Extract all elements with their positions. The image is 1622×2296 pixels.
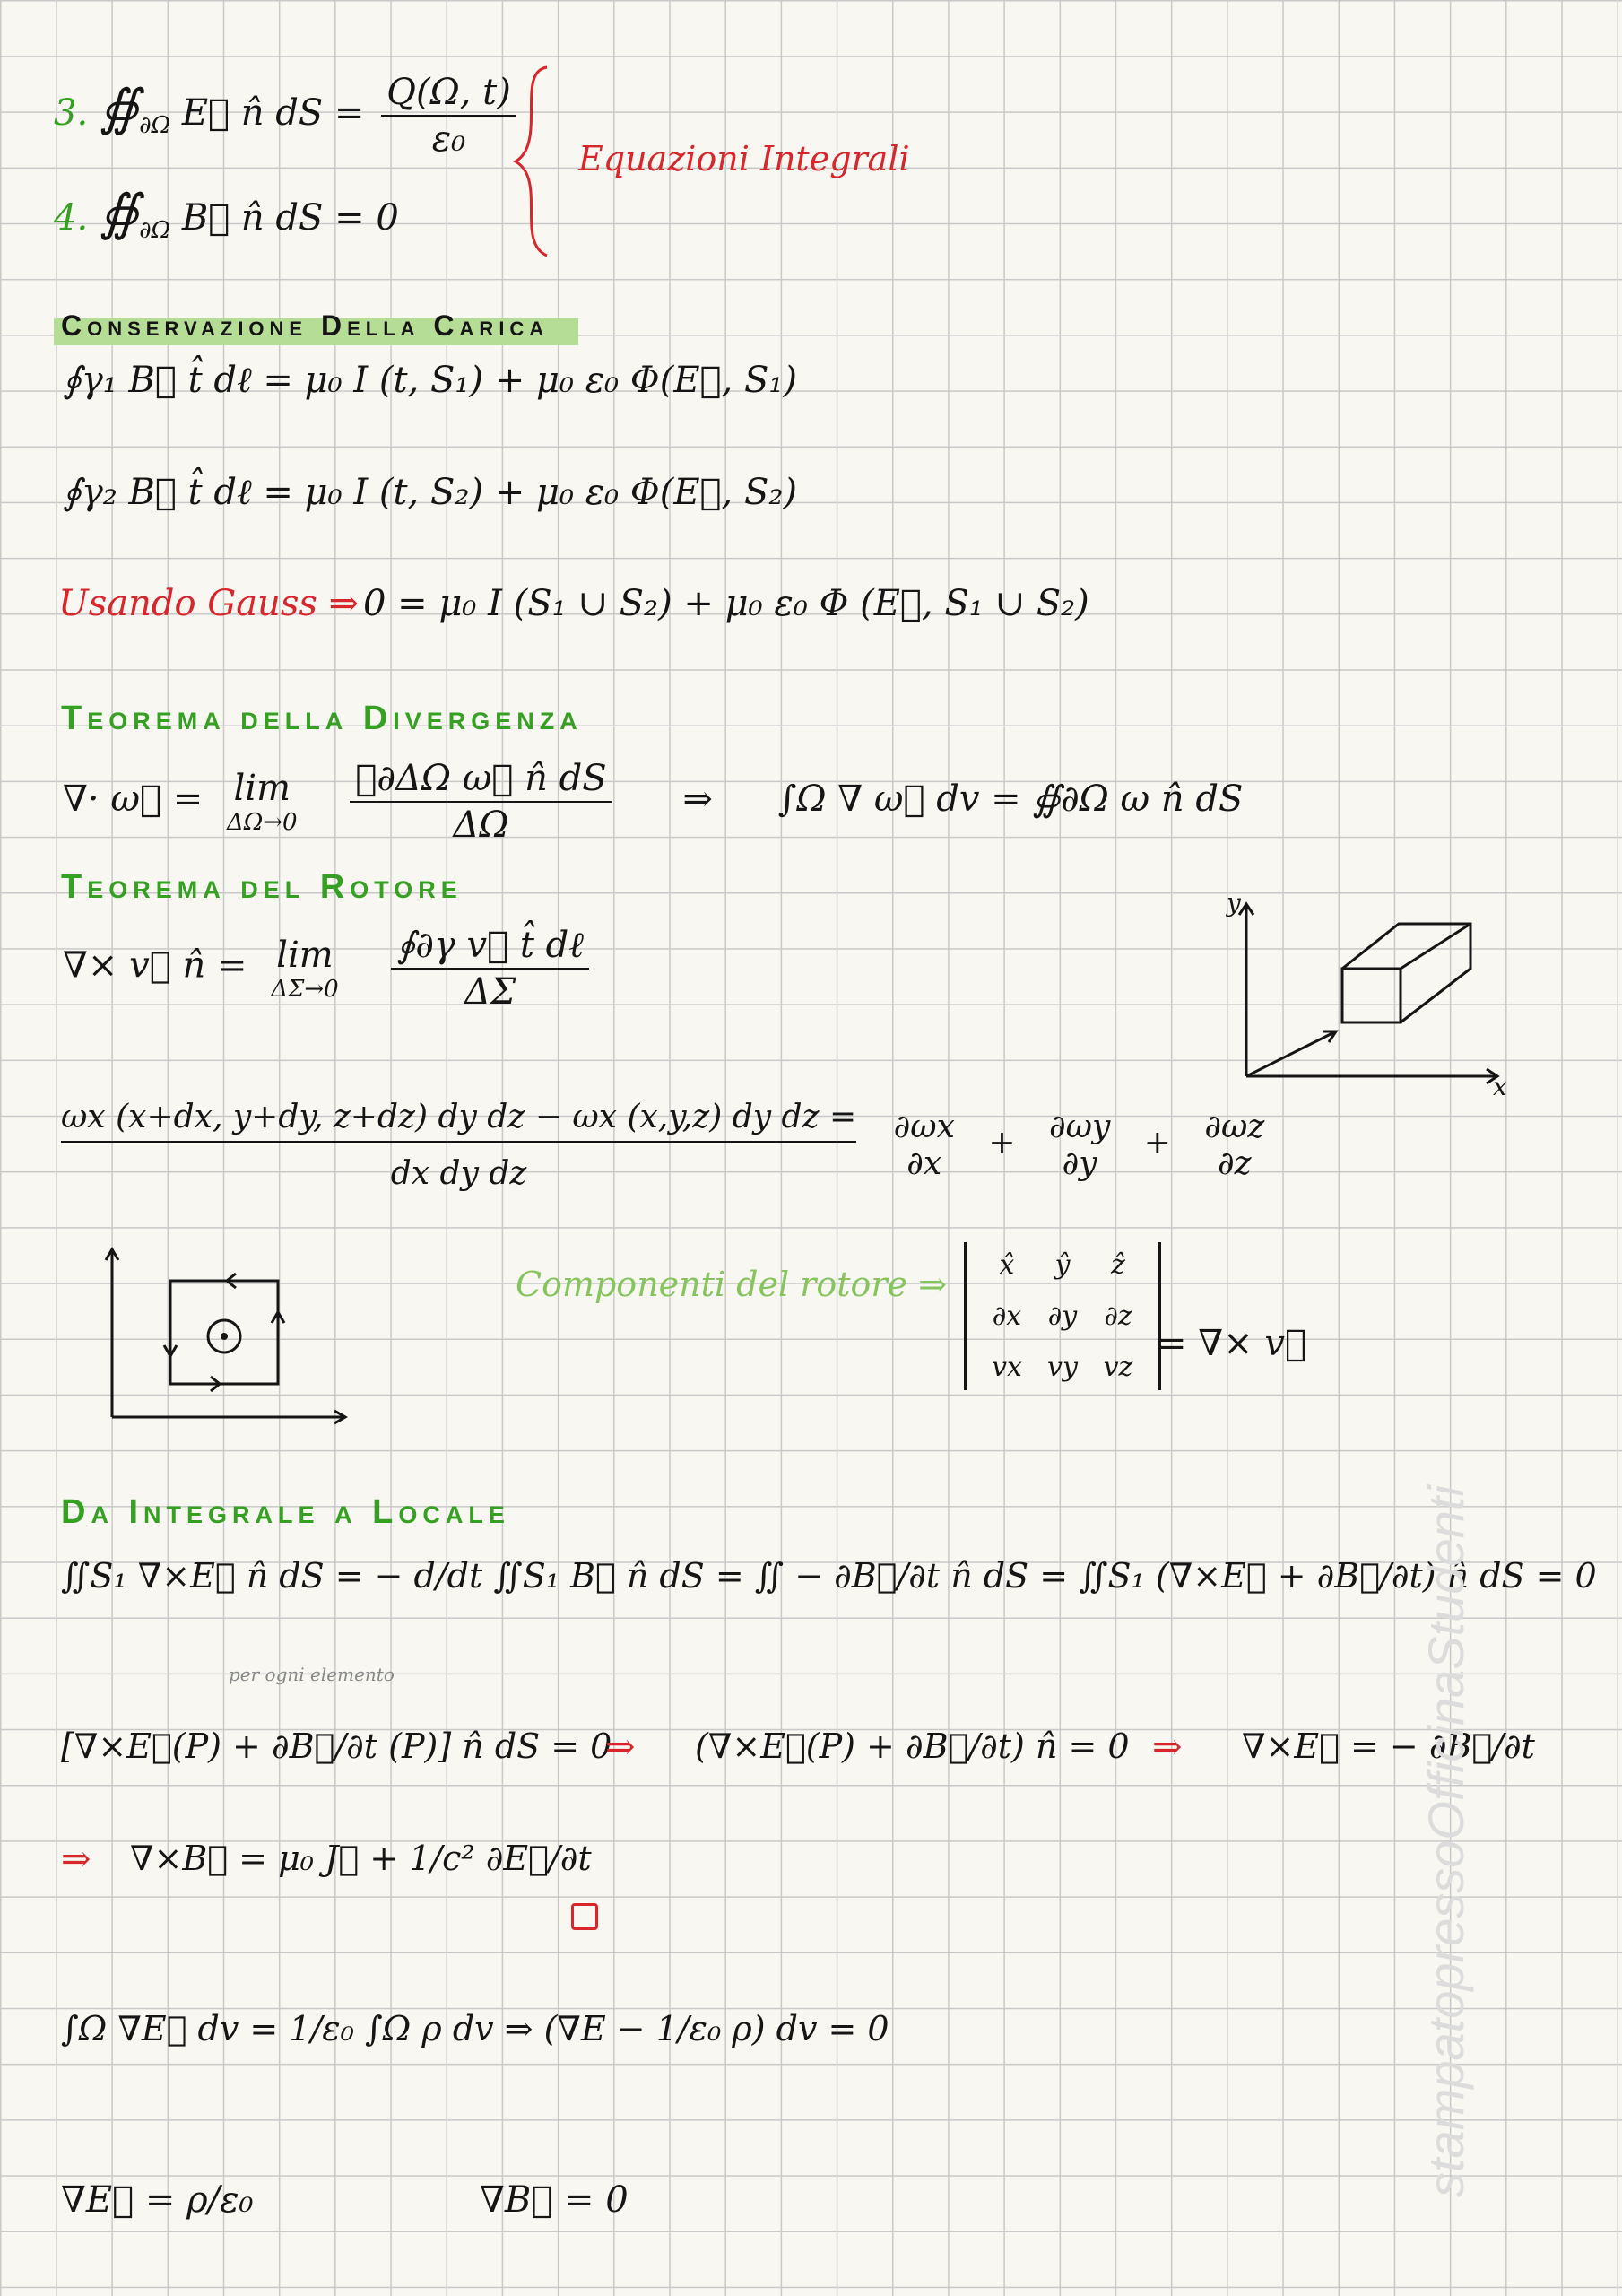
flux-t1-num: ∂ωx <box>893 1109 955 1145</box>
magnetic-gauss-local: ∇B⃗ = 0 <box>480 2179 629 2221</box>
flux-t3-num: ∂ωz <box>1204 1109 1265 1145</box>
divergence-arrow: ⇒ <box>682 778 713 820</box>
det-z-hat: ẑ <box>1111 1249 1125 1281</box>
eq3 <box>54 72 522 160</box>
eq4-surface-integral: ∯ <box>99 184 140 242</box>
conservation-line2: ∮γ₂ B⃗ t̂ dℓ = μ₀ I (t, S₂) + μ₀ ε₀ Φ(E⃗, S₂) <box>63 472 798 513</box>
conservation-title: Conservazione Della Carica <box>61 309 550 342</box>
flux-t3-den: ∂z <box>1218 1145 1252 1182</box>
det-vx: vx <box>992 1352 1022 1383</box>
eq4-number: 4. <box>54 197 89 239</box>
eq4-domain: ∂Ω <box>139 217 171 244</box>
rotor-lim-sub: ΔΣ→0 <box>271 975 339 1003</box>
rotor-frac-num: ∮∂γ v⃗ t̂ dℓ <box>391 924 589 970</box>
det-vy: vy <box>1047 1352 1078 1383</box>
eq3-surface-integral: ∯ <box>99 79 140 137</box>
det-vz: vz <box>1103 1352 1133 1383</box>
gauss-label: Usando Gauss ⇒ <box>58 583 360 624</box>
curl-rhs: = ∇× v⃗ <box>1157 1323 1306 1364</box>
divergence-theorem: ∫Ω ∇ ω⃗ dv = ∯∂Ω ω n̂ dS <box>777 778 1244 820</box>
det-dz: ∂z <box>1104 1300 1132 1332</box>
divergence-lim: lim <box>233 768 291 809</box>
divergence-lim-sub: ΔΩ→0 <box>226 809 298 836</box>
eq3-domain: ∂Ω <box>139 112 171 139</box>
divergence-frac-num: ∯∂ΔΩ ω⃗ n̂ dS <box>350 758 612 803</box>
rotor-lhs: ∇× v⃗ n̂ = <box>63 944 247 987</box>
eq3-frac-num: Q(Ω, t) <box>381 72 516 117</box>
divergence-title: Teorema della Divergenza <box>61 700 583 737</box>
gauss-equation: 0 = μ₀ I (S₁ ∪ S₂) + μ₀ ε₀ Φ (E⃗, S₁ ∪ S₂) <box>363 583 1089 624</box>
integral-note: Equazioni Integrali <box>578 139 910 178</box>
divergence-fraction <box>350 758 612 846</box>
det-x-hat: x̂ <box>999 1249 1015 1281</box>
flux-num: ωx (x+dx, y+dy, z+dz) dy dz − ωx (x,y,z) dy dz = <box>61 1099 856 1143</box>
axis-y-label: y <box>1227 888 1241 918</box>
red-mark-icon <box>571 1903 598 1930</box>
local-title: Da Integrale a Locale <box>61 1493 510 1531</box>
local-arrow2: ⇒ <box>1152 1726 1183 1768</box>
eq3-number: 3. <box>54 92 89 134</box>
flux-term3 <box>1204 1109 1264 1182</box>
rotor-lim: lim <box>276 934 334 976</box>
rotor-fraction <box>391 924 589 1013</box>
divergence-definition <box>63 758 1243 846</box>
local-note: per ogni elemento <box>229 1664 395 1685</box>
flux-t2-num: ∂ωy <box>1048 1109 1111 1145</box>
flux-fraction <box>61 1099 856 1192</box>
circulation-sketch <box>103 1247 372 1435</box>
watermark: stampatopressoOfficinaStudenti <box>1418 1485 1474 2197</box>
eq4-integrand: B⃗ n̂ dS = 0 <box>181 197 399 239</box>
curl-determinant <box>964 1242 1161 1390</box>
divergence-frac-den: ΔΩ <box>453 804 509 846</box>
rotor-title: Teorema del Rotore <box>61 868 463 906</box>
divergence-lhs: ∇· ω⃗ = <box>63 778 204 820</box>
flux-plus1: + <box>988 1125 1016 1161</box>
flux-plus2: + <box>1143 1125 1171 1161</box>
rotor-limit <box>271 935 339 1003</box>
local-line4: ∫Ω ∇E⃗ dv = 1/ε₀ ∫Ω ρ dv ⇒ (∇E − 1/ε₀ ρ) dv = 0 <box>61 2009 889 2048</box>
axis-x-label: x <box>1493 1072 1507 1101</box>
gauss-law-local: ∇E⃗ = ρ/ε₀ <box>61 2179 254 2221</box>
local-arrow1: ⇒ <box>605 1726 636 1768</box>
rotor-frac-den: ΔΣ <box>464 971 516 1013</box>
components-label: Componenti del rotore ⇒ <box>516 1265 947 1304</box>
axes-3d-sketch <box>1228 897 1515 1103</box>
eq4 <box>54 184 399 244</box>
flux-equation <box>61 1099 1270 1192</box>
local-line1: ∬S₁ ∇×E⃗ n̂ dS = − d/dt ∬S₁ B⃗ n̂ dS = ∬ − ∂B⃗/∂t n̂ dS = ∬S₁ (∇×E⃗ + ∂B⃗/∂t) n̂ dS = 0 <box>61 1556 1597 1596</box>
flux-term1 <box>894 1109 955 1182</box>
local-line2a: [∇×E⃗(P) + ∂B⃗/∂t (P)] n̂ dS = 0 <box>61 1726 612 1766</box>
divergence-limit <box>227 768 298 836</box>
eq3-fraction <box>381 72 516 160</box>
local-arrow3: ⇒ <box>61 1839 91 1880</box>
flux-den: dx dy dz <box>390 1155 527 1192</box>
rotor-definition <box>63 924 594 1013</box>
flux-t1-den: ∂x <box>906 1145 942 1182</box>
det-y-hat: ŷ <box>1054 1249 1071 1281</box>
flux-t2-den: ∂y <box>1062 1145 1097 1182</box>
local-line3: ∇×B⃗ = μ₀ J⃗ + 1/c² ∂E⃗/∂t <box>130 1839 592 1878</box>
red-brace <box>511 63 565 260</box>
conservation-line1: ∮γ₁ B⃗ t̂ dℓ = μ₀ I (t, S₁) + μ₀ ε₀ Φ(E⃗, S₁) <box>63 360 798 401</box>
flux-term2 <box>1049 1109 1110 1182</box>
eq3-integrand: E⃗ n̂ dS = <box>181 92 365 134</box>
det-dy: ∂y <box>1047 1300 1078 1332</box>
local-line2b: (∇×E⃗(P) + ∂B⃗/∂t) n̂ = 0 <box>695 1726 1130 1766</box>
eq3-frac-den: ε₀ <box>431 118 466 160</box>
det-dx: ∂x <box>992 1300 1022 1332</box>
local-line2c: ∇×E⃗ = − ∂B⃗/∂t <box>1242 1726 1535 1766</box>
